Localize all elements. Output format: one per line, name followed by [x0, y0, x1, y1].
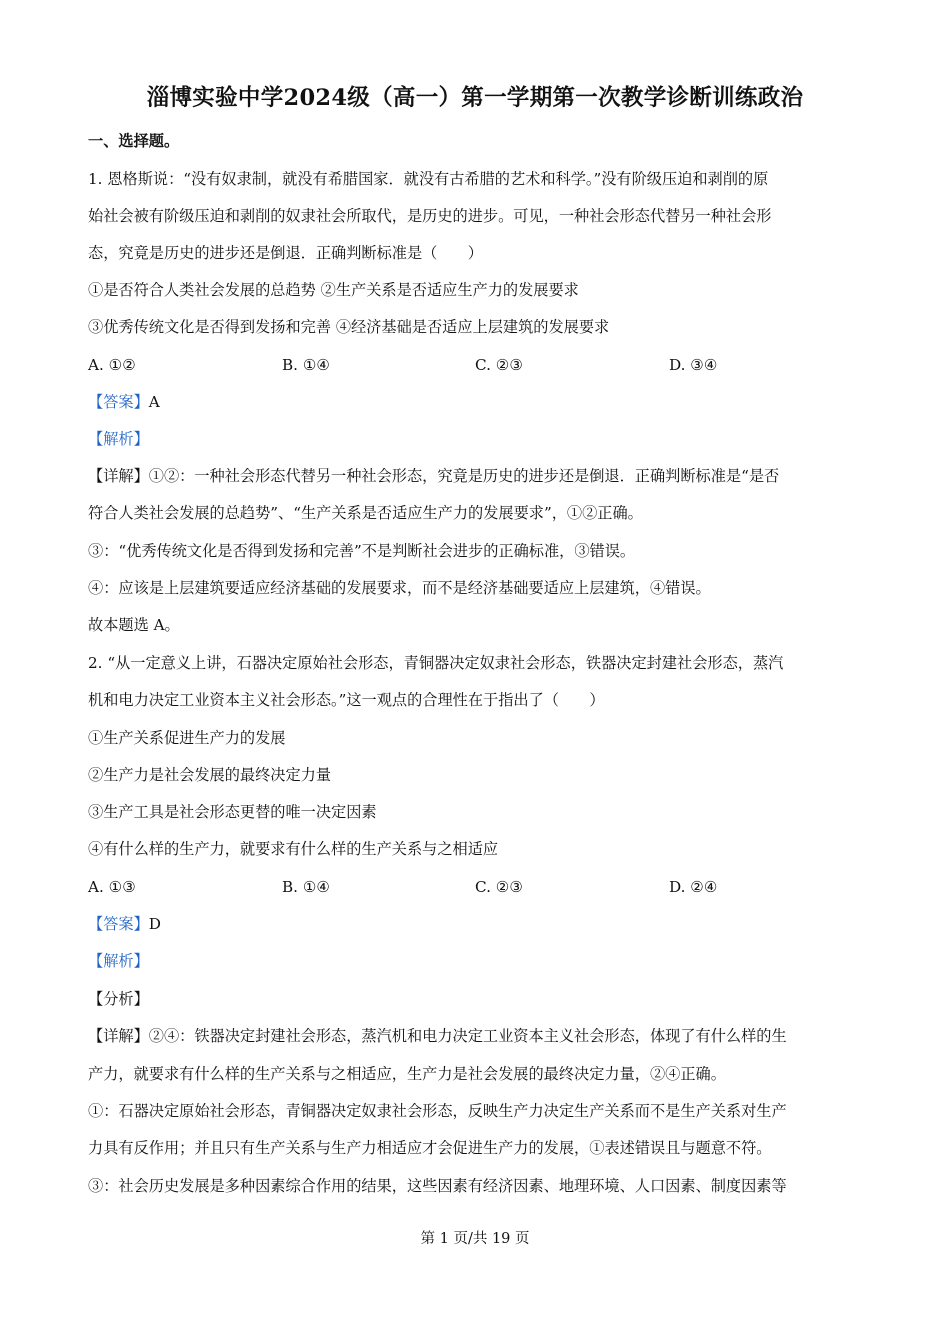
q1-statement-line-2: ③优秀传统文化是否得到发扬和完善 ④经济基础是否适应上层建筑的发展要求: [88, 318, 610, 336]
q2-option-b: B. ①④: [282, 878, 331, 896]
q2-option-c: C. ②③: [475, 878, 523, 896]
q1-analysis-tag: 【解析】: [88, 430, 149, 448]
q1-analysis-line-5: 故本题选 A。: [88, 616, 180, 634]
q1-analysis-line-2: 符合人类社会发展的总趋势”、“生产关系是否适应生产力的发展要求”，①②正确。: [88, 504, 643, 522]
q2-statement-2: ②生产力是社会发展的最终决定力量: [88, 766, 331, 784]
q1-answer-value: A: [148, 393, 160, 411]
q2-analysis-line-3: ①：石器决定原始社会形态，青铜器决定奴隶社会形态，反映生产力决定生产关系而不是生产关系对生产: [88, 1102, 787, 1120]
q2-analysis-line-1: 【详解】②④：铁器决定封建社会形态，蒸汽机和电力决定工业资本主义社会形态，体现了有什么样的生: [88, 1027, 787, 1045]
q1-analysis-line-4: ④：应该是上层建筑要适应经济基础的发展要求，而不是经济基础要适应上层建筑，④错误。: [88, 579, 711, 597]
page-footer: 第 1 页/共 19 页: [420, 1231, 530, 1247]
q2-answer: [88, 913, 866, 935]
q2-statement-1: ①生产关系促进生产力的发展: [88, 729, 286, 747]
q1-answer-tag: 【答案】: [88, 393, 149, 411]
q2-analysis-line-4: 力具有反作用；并且只有生产关系与生产力相适应才会促进生产力的发展，①表述错误且与题意不符。: [88, 1139, 772, 1157]
q1-option-a: A. ①②: [88, 356, 136, 374]
q2-analysis-line-2: 产力，就要求有什么样的生产关系与之相适应，生产力是社会发展的最终决定力量，②④正确。: [88, 1065, 726, 1083]
q1-statement-line-1: ①是否符合人类社会发展的总趋势 ②生产关系是否适应生产力的发展要求: [88, 281, 579, 299]
q2-option-a: A. ①③: [88, 878, 136, 896]
q2-answer-tag: 【答案】: [88, 915, 149, 933]
q1-option-c: C. ②③: [475, 356, 523, 374]
q1-analysis-line-1: 【详解】①②：一种社会形态代替另一种社会形态，究竟是历史的进步还是倒退．正确判断标准是“是否: [88, 467, 780, 485]
q2-fenxi-tag: 【分析】: [88, 990, 149, 1008]
q2-analysis-line-5: ③：社会历史发展是多种因素综合作用的结果，这些因素有经济因素、地理环境、人口因素、制度因素等: [88, 1177, 787, 1195]
q1-option-d: D. ③④: [669, 356, 718, 374]
q2-stem-line-2: 机和电力决定工业资本主义社会形态。”这一观点的合理性在于指出了（ ）: [88, 691, 605, 709]
q1-answer: [88, 391, 866, 413]
section-heading: 一、选择题。: [88, 132, 180, 150]
q2-stem-line-1: 2. “从一定意义上讲，石器决定原始社会形态，青铜器决定奴隶社会形态，铁器决定封建社会形态，蒸汽: [88, 654, 784, 672]
q2-analysis-tag: 【解析】: [88, 952, 149, 970]
q2-answer-value: D: [148, 915, 161, 933]
page-title: 淄博实验中学2024级（高一）第一学期第一次教学诊断训练政治: [146, 85, 804, 111]
q1-stem-line-2: 始社会被有阶级压迫和剥削的奴隶社会所取代，是历史的进步。可见，一种社会形态代替另一种社会形: [88, 207, 772, 225]
q2-statement-4: ④有什么样的生产力，就要求有什么样的生产关系与之相适应: [88, 840, 499, 858]
q1-stem-line-3: 态，究竟是历史的进步还是倒退．正确判断标准是（ ）: [88, 244, 483, 262]
q1-analysis-line-3: ③：“优秀传统文化是否得到发扬和完善”不是判断社会进步的正确标准，③错误。: [88, 542, 636, 560]
q1-option-b: B. ①④: [282, 356, 331, 374]
q2-statement-3: ③生产工具是社会形态更替的唯一决定因素: [88, 803, 377, 821]
q2-option-d: D. ②④: [669, 878, 718, 896]
q1-stem-line-1: 1. 恩格斯说：“没有奴隶制，就没有希腊国家．就没有古希腊的艺术和科学。”没有阶级压迫和剥削的原: [88, 170, 769, 188]
